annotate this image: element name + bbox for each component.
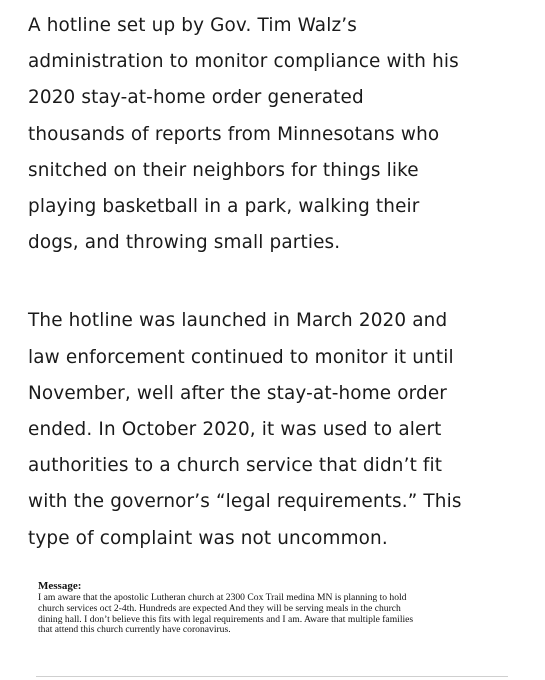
- paragraph-line: playing basketball in a park, walking their: [28, 196, 420, 218]
- paragraph-line: law enforcement continued to monitor it until: [28, 346, 454, 368]
- paragraph-line: November, well after the stay-at-home order: [28, 382, 448, 404]
- paragraph-line: The hotline was launched in March 2020 and: [28, 310, 448, 332]
- paragraph-line: A hotline set up by Gov. Tim Walz’s: [28, 15, 358, 36]
- paragraph-line: administration to monitor compliance with his: [28, 51, 459, 73]
- article-paragraph-2: [28, 303, 540, 556]
- message-line: I am aware that the apostolic Lutheran church at 2300 Cox Trail medina MN is planning to hold: [38, 592, 407, 603]
- paragraph-line: 2020 stay-at-home order generated: [28, 87, 364, 109]
- divider: [36, 676, 508, 677]
- paragraph-line: type of complaint was not uncommon.: [28, 527, 388, 549]
- article-body: [28, 8, 540, 557]
- message-line: dining hall. I don’t believe this fits with legal requirements and I am. Aware that multiple families: [38, 613, 414, 625]
- message-label: Message:: [38, 580, 82, 592]
- article-paragraph-1: [28, 8, 540, 261]
- paragraph-line: thousands of reports from Minnesotans who: [28, 123, 440, 145]
- paragraph-line: ended. In October 2020, it was used to alert: [28, 419, 442, 441]
- paragraph-line: authorities to a church service that didn’t fit: [28, 455, 443, 477]
- complaint-message-image: [38, 580, 508, 636]
- message-line: church services oct 2-4th. Hundreds are expected And they will be serving meals in the church: [38, 602, 401, 614]
- message-line: that attend this church currently have coronavirus.: [38, 624, 231, 636]
- paragraph-line: snitched on their neighbors for things like: [28, 159, 419, 181]
- paragraph-line: with the governor’s “legal requirements.” This: [28, 491, 462, 513]
- message-body: [38, 593, 508, 636]
- paragraph-line: dogs, and throwing small parties.: [28, 232, 341, 254]
